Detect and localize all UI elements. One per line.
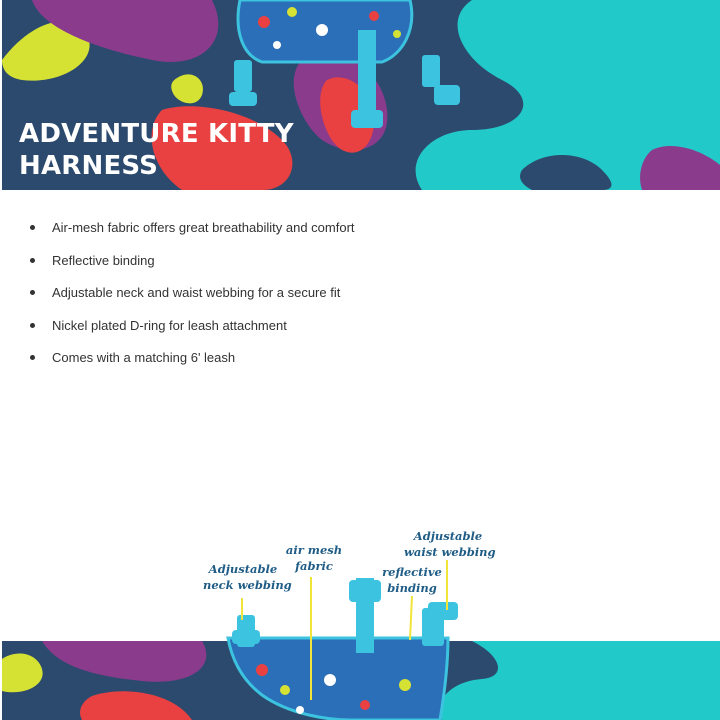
bullet-icon: [30, 323, 35, 328]
callout-label: binding: [387, 581, 437, 595]
reflective-binding-callout: [380, 564, 444, 596]
callout-label: waist webbing: [404, 545, 496, 559]
callout-label: Adjustable: [208, 562, 278, 576]
waist-webbing-callout: [404, 528, 496, 560]
page-title-line-2: HARNESS: [19, 151, 159, 181]
callout-label: fabric: [295, 559, 333, 573]
harness-diagram: [0, 520, 720, 720]
bullet-icon: [30, 225, 35, 230]
callout-label: air mesh: [285, 543, 343, 557]
list-item: [0, 244, 720, 277]
page-title-line-1: ADVENTURE KITTY: [19, 119, 294, 149]
feature-text: Nickel plated D-ring for leash attachment: [52, 317, 287, 333]
callout-label: Adjustable: [413, 529, 483, 543]
bullet-icon: [30, 290, 35, 295]
feature-text: Air-mesh fabric offers great breathability and comfort: [52, 220, 355, 235]
feature-text: Comes with a matching 6' leash: [52, 350, 236, 365]
callout-label: neck webbing: [203, 578, 292, 592]
feature-list: [0, 211, 720, 374]
air-mesh-callout: [284, 542, 344, 574]
callout-label: reflective: [382, 565, 442, 579]
page-title: [19, 118, 294, 182]
list-item: [0, 341, 720, 374]
bullet-icon: [30, 258, 35, 263]
list-item: [0, 309, 720, 342]
harness-illustration: [0, 520, 720, 720]
hero-banner: [2, 0, 720, 190]
list-item: [0, 276, 720, 309]
list-item: [0, 211, 720, 244]
neck-webbing-callout: [203, 561, 292, 593]
feature-text: Adjustable neck and waist webbing for a secure fit: [52, 285, 341, 300]
bullet-icon: [30, 355, 35, 360]
feature-text: Reflective binding: [52, 252, 155, 268]
